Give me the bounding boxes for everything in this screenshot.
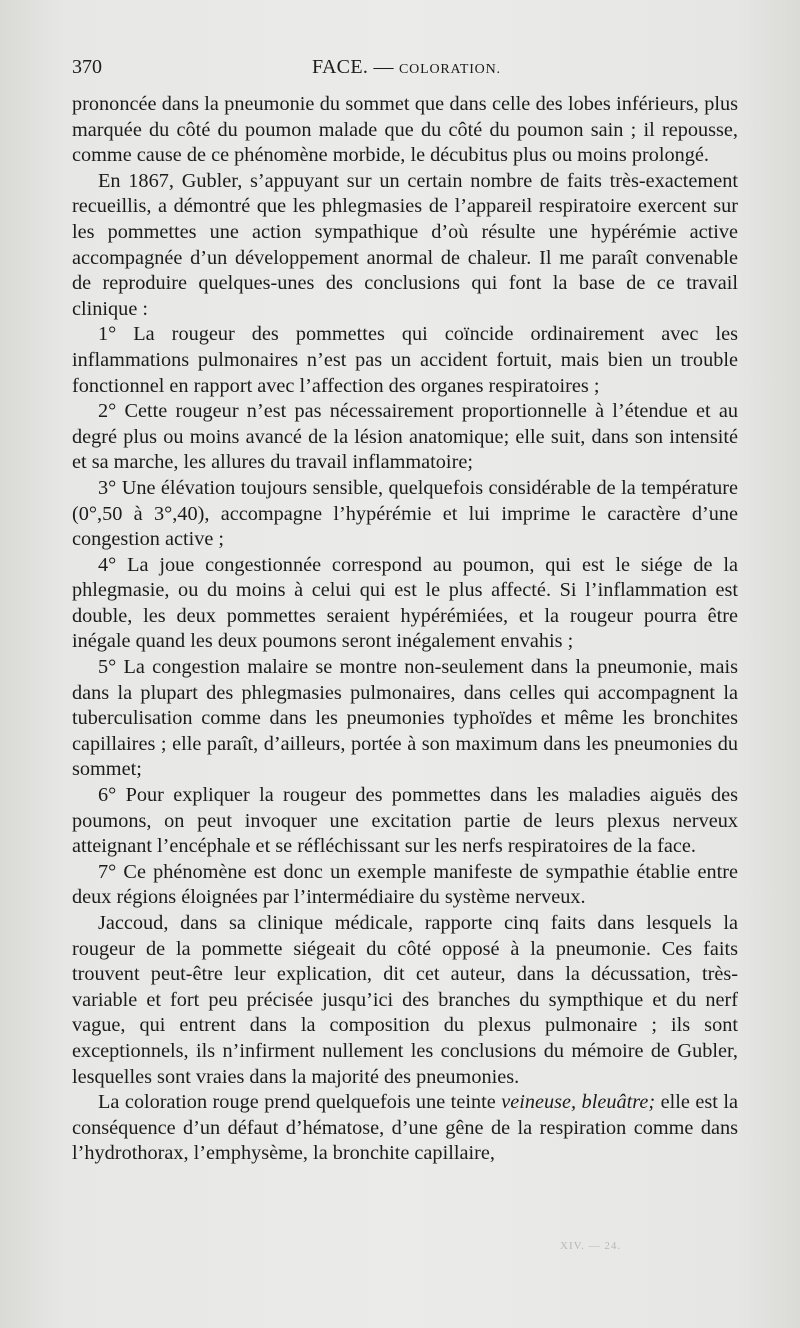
- paragraph-coloration-start: La coloration rouge prend quelquefois une teinte: [98, 1091, 502, 1114]
- running-head-title: FACE.: [312, 56, 369, 78]
- conclusion-item-3: 3° Une élévation toujours sensible, quelquefois considérable de la température (0°,50 à 3°,40), accompagne l’hypérémie et lui imprime le caractère d’une congestion active ;: [72, 476, 738, 551]
- conclusion-item-4: 4° La joue congestionnée correspond au poumon, qui est le siége de la phlegmasie, ou du moins à celui qui est le plus affecté. Si l’inflammation est double, les deux pommettes seraient hypérémiées, et la rougeur pourra être inégale quand les deux poumons seront inégalement envahis ;: [72, 553, 738, 653]
- body-text: [72, 92, 738, 1167]
- page-header: [72, 56, 740, 82]
- conclusion-item-2: 2° Cette rougeur n’est pas nécessairement proportionnelle à l’étendue et au degré plus ou moins avancé de la lésion anatomique; elle suit, dans son intensité et sa marche, les allures du travail inflammatoire;: [72, 400, 738, 474]
- conclusion-item-6: 6° Pour expliquer la rougeur des pommettes dans les maladies aiguës des poumons, on peut invoquer une excitation partie de leurs plexus nerveux atteignant l’encéphale et se réfléchissant sur les nerfs respiratoires de la face.: [72, 784, 738, 858]
- page-number: 370: [72, 56, 102, 78]
- paragraph-jaccoud: Jaccoud, dans sa clinique médicale, rapporte cinq faits dans lesquels la rougeur de la pommette siégeait du côté opposé à la pneumonie. Ces faits trouvent peut-être leur explication, dit cet auteur, dans la décussation, très-variable et fort peu précisée jusqu’ici des branches du sympthique et du nerf vague, qui entrent dans la composition du plexus pulmonaire ; ils sont exceptionnels, ils n’infirment nullement les conclusions du mémoire de Gubler, lesquelles sont vraies dans la majorité des pneumonies.: [72, 912, 738, 1088]
- running-head: [312, 56, 501, 79]
- paragraph-continuation: prononcée dans la pneumonie du sommet que dans celle des lobes inférieurs, plus marquée du côté du poumon malade que du côté du poumon sain ; il repousse, comme cause de ce phénomène morbide, le décubitus plus ou moins prolongé.: [72, 93, 738, 167]
- emphasis-text: veineuse, bleuâtre;: [501, 1091, 656, 1114]
- conclusion-item-1: 1° La rougeur des pommettes qui coïncide ordinairement avec les inflammations pulmonaires n’est pas un accident fortuit, mais bien un trouble fonctionnel en rapport avec l’affection des organes respiratoires ;: [72, 323, 738, 397]
- conclusion-item-5: 5° La congestion malaire se montre non-seulement dans la pneumonie, mais dans la plupart des phlegmasies pulmonaires, dans celles qui accompagnent la tuberculisation comme dans les pneumonies typhoïdes et même les bronchites capillaires ; elle paraît, d’ailleurs, portée à son maximum dans les pneumonies du sommet;: [72, 656, 738, 781]
- paragraph-gubler-intro: En 1867, Gubler, s’appuyant sur un certain nombre de faits très-exactement recueillis, a démontré que les phlegmasies de l’appareil respiratoire exercent sur les pommettes une action sympathique d’où résulte une hypérémie active accompagnée d’un développement anormal de chaleur. Il me paraît convenable de reproduire quelques-unes des conclusions qui font la base de ce travail clinique :: [72, 169, 738, 320]
- paragraph-coloration: [72, 1090, 738, 1167]
- running-head-subtitle: COLORATION.: [399, 62, 501, 77]
- paragraph-coloration-end: elle est la conséquence d’un défaut d’hématose, d’une gêne de la respiration comme dans l’hydrothorax, l’emphysème, la bronchite capillaire,: [72, 1091, 738, 1165]
- conclusion-item-7: 7° Ce phénomène est donc un exemple manifeste de sympathie établie entre deux régions éloignées par l’intermédiaire du système nerveux.: [72, 860, 738, 909]
- running-head-separator: —: [368, 56, 400, 78]
- signature-mark: XIV. — 24.: [560, 1240, 622, 1252]
